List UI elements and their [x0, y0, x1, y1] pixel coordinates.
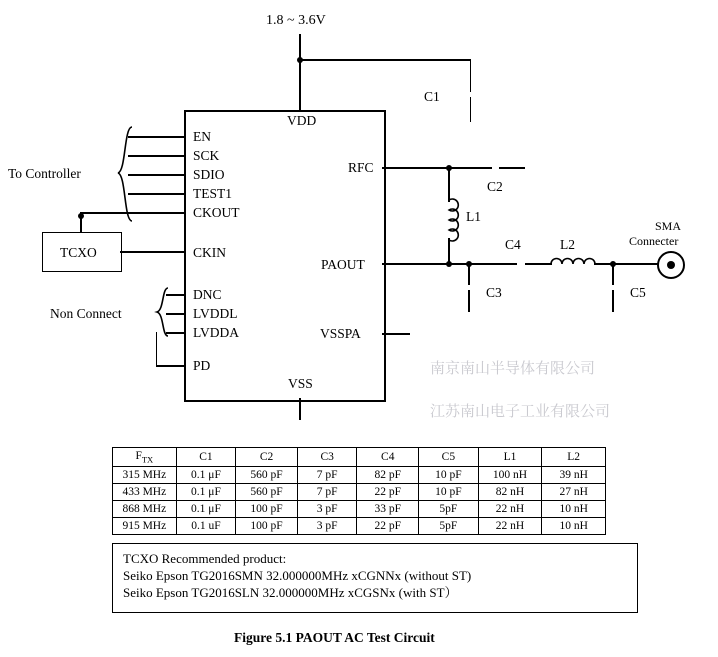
pin-wire-sdio: [128, 174, 184, 176]
header-ftx: [113, 448, 177, 467]
pin-wire-sck: [128, 155, 184, 157]
cell: 7 pF: [297, 467, 357, 484]
non-connect-label: Non Connect: [50, 306, 122, 321]
cell: 10 pF: [419, 467, 479, 484]
pd-wire: [156, 365, 184, 367]
c5-ground-symbol: [602, 312, 624, 324]
pin-label-en: EN: [193, 129, 211, 144]
cell: 560 pF: [236, 484, 298, 501]
c3-label: C3: [486, 285, 502, 300]
watermark-line2: 江苏南山电子工业有限公司: [430, 402, 611, 420]
c4-label: C4: [505, 237, 521, 252]
cell: 100 nH: [478, 467, 542, 484]
c1-label: C1: [424, 89, 440, 104]
cell: 3 pF: [297, 501, 357, 518]
tcxo-to-ckin-wire: [120, 251, 184, 253]
to-controller-label: To Controller: [8, 166, 81, 181]
cell: 22 pF: [357, 518, 419, 535]
c4-to-l2-wire: [525, 263, 552, 265]
supply-voltage-label: 1.8 ~ 3.6V: [266, 13, 326, 28]
cell: 10 nH: [542, 501, 606, 518]
vdd-supply-wire: [299, 34, 301, 110]
cell: 22 nH: [478, 518, 542, 535]
header-ftx-sub: TX: [141, 454, 154, 465]
c5-bottom-wire: [612, 290, 614, 312]
pin-label-vdd: VDD: [287, 113, 317, 128]
pin-wire-ckout: [128, 212, 184, 214]
pin-label-ckin: CKIN: [193, 245, 226, 260]
controller-brace: [110, 125, 134, 223]
sma-label-line2: Connecter: [629, 234, 679, 248]
cell: 82 pF: [357, 467, 419, 484]
pin-label-lvdda: LVDDA: [193, 325, 240, 340]
pin-label-sdio: SDIO: [193, 167, 225, 182]
tcxo-note-box: [112, 543, 638, 613]
cell: 315 MHz: [113, 467, 177, 484]
l2-to-sma-wire: [594, 263, 658, 265]
pin-label-rfc: RFC: [348, 160, 374, 175]
c4-capacitor: [517, 251, 525, 275]
cell: 915 MHz: [113, 518, 177, 535]
c1-bottom-wire: [470, 97, 472, 122]
cell: 100 pF: [236, 518, 298, 535]
tcxo-label: TCXO: [60, 245, 97, 260]
l1-label: L1: [466, 209, 481, 224]
c2-ground-symbol: [519, 152, 531, 174]
table-row: [113, 501, 606, 518]
sma-label-line1: SMA: [655, 219, 682, 233]
cell: 0.1 μF: [176, 467, 236, 484]
cell: 22 pF: [357, 484, 419, 501]
c5-top-wire: [612, 263, 614, 285]
cell: 10 nH: [542, 518, 606, 535]
pin-label-ckout: CKOUT: [193, 205, 240, 220]
header-l2: L2: [542, 448, 606, 467]
cell: 433 MHz: [113, 484, 177, 501]
cell: 0.1 μF: [176, 484, 236, 501]
sma-connector-symbol: [657, 251, 685, 279]
watermark-line1: 南京南山半导体有限公司: [430, 359, 596, 377]
pin-label-test1: TEST1: [193, 186, 232, 201]
cell: 39 nH: [542, 467, 606, 484]
cell: 22 nH: [478, 501, 542, 518]
table-header-row: [113, 448, 606, 467]
cell: 100 pF: [236, 501, 298, 518]
c3-ground-symbol: [458, 312, 480, 324]
pin-label-vsspa: VSSPA: [320, 326, 361, 341]
c5-label: C5: [630, 285, 646, 300]
figure-caption: Figure 5.1 PAOUT AC Test Circuit: [234, 630, 435, 645]
header-c4: C4: [357, 448, 419, 467]
rfc-wire: [382, 167, 492, 169]
pin-label-lvddl: LVDDL: [193, 306, 238, 321]
cell: 5pF: [419, 501, 479, 518]
cell: 0.1 μF: [176, 501, 236, 518]
vss-wire: [299, 398, 301, 420]
header-c5: C5: [419, 448, 479, 467]
c1-branch-wire: [299, 59, 471, 61]
cell: 560 pF: [236, 467, 298, 484]
note-line-3: Seiko Epson TG2016SLN 32.000000MHz xCGSNx (with ST）: [123, 585, 458, 600]
pin-wire-en: [128, 136, 184, 138]
l2-inductor: [551, 255, 595, 271]
header-c3: C3: [297, 448, 357, 467]
c2-capacitor: [491, 156, 499, 180]
cell: 33 pF: [357, 501, 419, 518]
pin-wire-test1: [128, 193, 184, 195]
vsspa-ground-symbol: [414, 318, 426, 340]
pin-label-paout: PAOUT: [321, 257, 365, 272]
cell: 868 MHz: [113, 501, 177, 518]
cell: 27 nH: [542, 484, 606, 501]
c1-top-wire: [470, 59, 472, 92]
note-line-2: Seiko Epson TG2016SMN 32.000000MHz xCGNNx (without ST): [123, 568, 472, 583]
l2-label: L2: [560, 237, 575, 252]
note-line-1: TCXO Recommended product:: [123, 551, 287, 566]
cell: 3 pF: [297, 518, 357, 535]
cell: 7 pF: [297, 484, 357, 501]
cell: 82 nH: [478, 484, 542, 501]
header-ftx-main: F: [135, 450, 142, 462]
table-row: [113, 484, 606, 501]
c3-bottom-wire: [468, 290, 470, 312]
vss-ground-symbol: [289, 420, 311, 432]
header-l1: L1: [478, 448, 542, 467]
pin-label-sck: SCK: [193, 148, 220, 163]
pd-ground-symbol: [145, 328, 167, 340]
component-values-table: [112, 447, 606, 535]
header-c1: C1: [176, 448, 236, 467]
c3-top-wire: [468, 263, 470, 285]
c2-label: C2: [487, 179, 503, 194]
pin-label-dnc: DNC: [193, 287, 222, 302]
c1-ground-symbol: [459, 122, 481, 134]
table-row: [113, 467, 606, 484]
ckout-bus-horizontal: [80, 212, 128, 214]
cell: 10 pF: [419, 484, 479, 501]
table-row: [113, 518, 606, 535]
vsspa-wire: [382, 333, 410, 335]
paout-node-dot: [446, 261, 452, 267]
pin-label-pd: PD: [193, 358, 211, 373]
l1-inductor: [441, 200, 457, 240]
cell: 0.1 uF: [176, 518, 236, 535]
l1-top-wire: [448, 167, 450, 202]
pin-label-vss: VSS: [288, 376, 313, 391]
cell: 5pF: [419, 518, 479, 535]
header-c2: C2: [236, 448, 298, 467]
